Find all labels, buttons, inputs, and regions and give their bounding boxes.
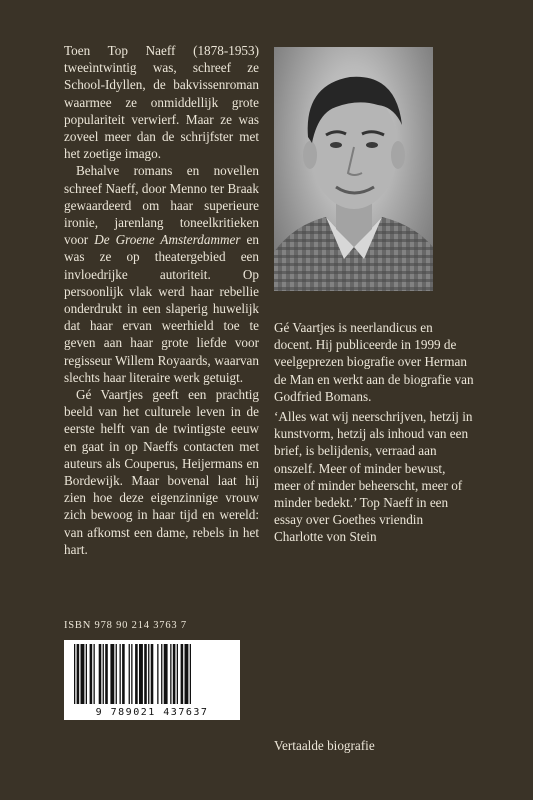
barcode-bar: [161, 644, 162, 704]
blurb-p3-text: Gé Vaartjes geeft een prachtig beeld van het culturele leven in de eerste helft van de twintigste eeuw en gaat in op Naeffs contacten met auteurs als Couperus, Heijermans en Bordewijk. Maar bovenal laat hij zien hoe deze eigenzinnige vrouw zich bewoog in haar tijd en wereld: van afkomst een dame, rebels in het hart.: [64, 387, 259, 557]
author-bio-text: Gé Vaartjes is neerlandicus en docent. Hij publiceerde in 1999 de veelgeprezen biografie over Herman de Man en werkt aan de biografie van Godfried Bomans.: [274, 320, 474, 404]
barcode-bar: [190, 644, 191, 704]
barcode-bar: [74, 644, 75, 704]
barcode-bar: [129, 644, 130, 704]
barcode-bar: [135, 644, 138, 704]
barcode-bar: [103, 644, 104, 704]
blurb-p2-text-b: en was ze op theatergebied een invloedrijke autoriteit. Op persoonlijk vlak werd haar rebellie onderdrukt in een slaperig huwelijk dat haar ervan weerhield toe te geven aan haar grote liefde voor regisseur Willem Royaards, waarvan slechts haar literaire werk getuigt.: [64, 232, 259, 385]
author-portrait-image: [274, 47, 433, 291]
barcode-bar: [116, 644, 117, 704]
barcode-bar: [181, 644, 184, 704]
barcode-bars: [64, 640, 240, 706]
barcode-bar: [81, 644, 85, 704]
author-bio: [274, 319, 474, 405]
barcode-bar: [151, 644, 154, 704]
barcode-bar: [148, 644, 149, 704]
isbn-barcode: [64, 640, 240, 720]
barcode-bar: [110, 644, 114, 704]
barcode-bar: [120, 644, 121, 704]
barcode-bar: [77, 644, 80, 704]
back-cover-blurb: [64, 42, 259, 558]
barcode-bar: [131, 644, 132, 704]
author-photo: [274, 47, 433, 291]
barcode-bar: [173, 644, 176, 704]
barcode-bar: [139, 644, 143, 704]
barcode-bar: [177, 644, 178, 704]
blurb-p2-magazine-title: De Groene Amsterdammer: [94, 232, 241, 248]
barcode-bar: [185, 644, 189, 704]
barcode-bar: [99, 644, 102, 704]
blurb-paragraph-2: [64, 162, 259, 386]
naeff-quote: [274, 408, 474, 546]
blurb-p2-text-a: Behalve romans en novellen schreef Naeff, door Menno ter Braak gewaardeerd om haar superieure ironie, jarenlang toneelkritieken voor: [64, 163, 259, 248]
blurb-p1-text: Toen Top Naeff (1878-1953) tweeìntwintig was, schreef ze School-Idyllen, de bakvissenroman waarmee ze onmiddellijk grote populariteit verwierf. Maar ze was zoveel meer dan de schrijfster met het zoetige imago.: [64, 43, 259, 162]
naeff-quote-text: ‘Alles wat wij neerschrijven, hetzij in kunstvorm, hetzij als inhoud van een brief, is belijdenis, verraad aan onszelf. Meer of minder bewust, meer of minder beheerscht, meer of minder bedekt.’ Top Naeff in een essay over Goethes vriendin Charlotte von Stein: [274, 409, 473, 545]
barcode-bar: [122, 644, 125, 704]
barcode-bar: [170, 644, 171, 704]
isbn-label: ISBN 978 90 214 3763 7: [64, 620, 187, 631]
barcode-bar: [90, 644, 93, 704]
blurb-paragraph-3: [64, 386, 259, 558]
barcode-bar: [86, 644, 87, 704]
barcode-bar: [164, 644, 168, 704]
barcode-bar: [105, 644, 108, 704]
barcode-digits: 9 789021 437637: [95, 707, 209, 718]
barcode-bar: [144, 644, 147, 704]
barcode-bar: [157, 644, 158, 704]
barcode-bar: [94, 644, 95, 704]
translator-line: Vertaalde biografie: [274, 738, 375, 753]
blurb-paragraph-1: [64, 42, 259, 162]
